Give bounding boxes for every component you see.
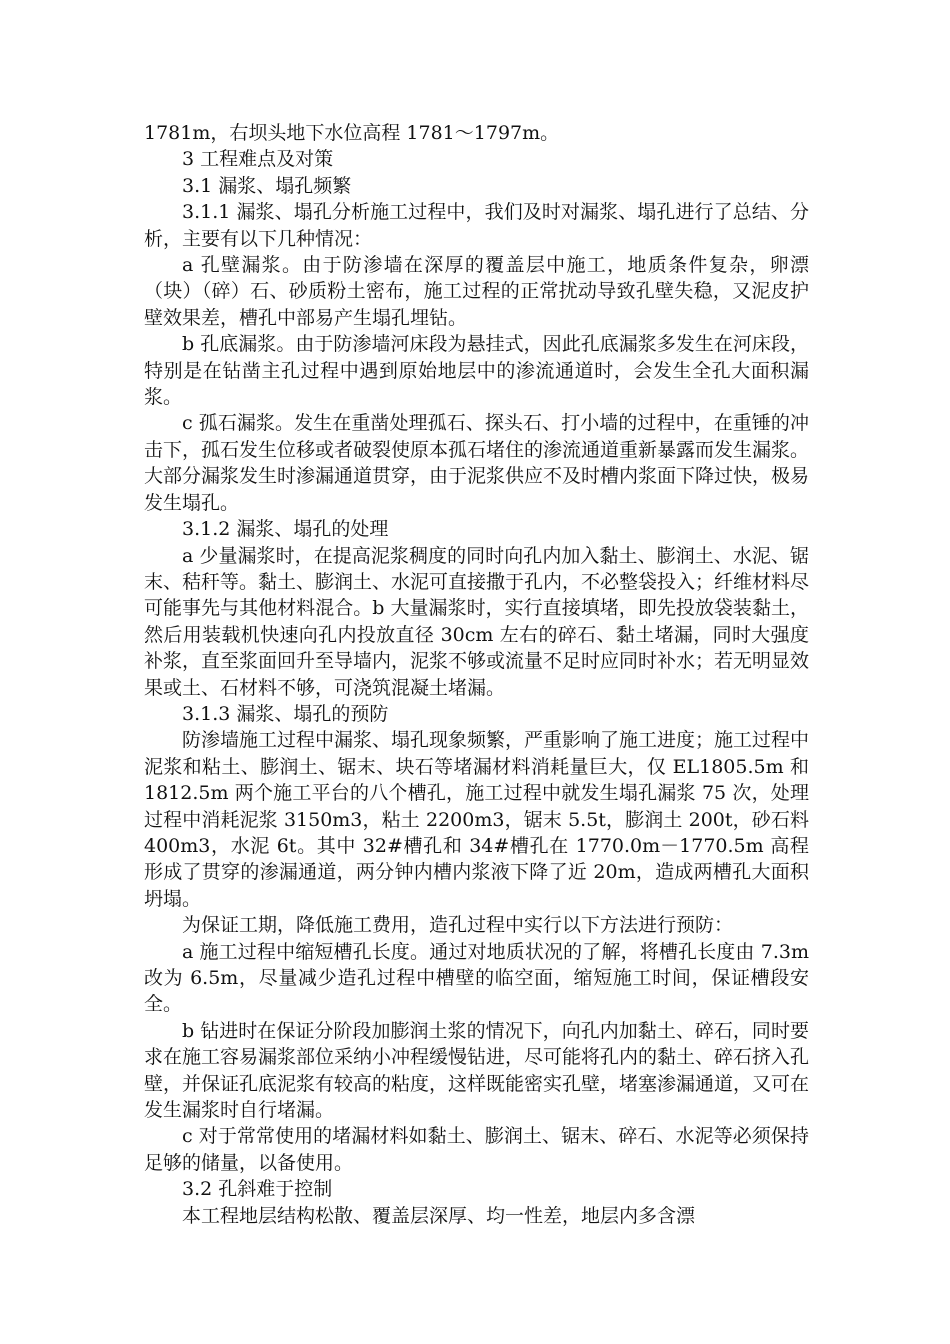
paragraph-prevention-b: b 钻进时在保证分阶段加膨润土浆的情况下，向孔内加黏土、碎石，同时要求在施工容易漏浆部位采纳小冲程缓慢钻进，尽可能将孔内的黏土、碎石挤入孔壁，并保证孔底泥浆有较高的粘度，这样既能密实孔壁，堵塞渗漏通道，又可在发生漏浆时自行堵漏。 xyxy=(144,1019,810,1122)
paragraph-prevention-intro: 为保证工期，降低施工费用，造孔过程中实行以下方法进行预防： xyxy=(182,914,734,937)
paragraph-item-a-wall-leak: a 孔壁漏浆。由于防渗墙在深厚的覆盖层中施工，地质条件复杂，卵漂（块）（碎）石、砂质粉土密布，施工过程的正常扰动导致孔壁失稳，又泥皮护壁效果差，槽孔中部易产生塌孔埋钻。 xyxy=(144,254,809,329)
paragraph-3-1-1: 3.1.1 漏浆、塌孔分析施工过程中，我们及时对漏浆、塌孔进行了总结、分析，主要有以下几种情况： xyxy=(144,201,809,250)
paragraph-prevention-a: a 施工过程中缩短槽孔长度。通过对地质状况的了解，将槽孔长度由 7.3m 改为 6.5m，尽量减少造孔过程中槽壁的临空面，缩短施工时间，保证槽段安全。 xyxy=(144,940,809,1016)
paragraph-prevention-stats: 防渗墙施工过程中漏浆、塌孔现象频繁，严重影响了施工进度；施工过程中泥浆和粘土、膨润土、锯末、块石等堵漏材料消耗量巨大，仅 EL1805.5m 和 1812.5m 两个施工平台的八个槽孔，施工过程中就发生塌孔漏浆 75 次，处理过程中消耗泥浆 3150m3，粘土 2200m3，锯末 5.5t，膨润土 200t，砂石料 400m3，水泥 6t。其中 32#槽孔和 34#槽孔在 1770.0m－1770.5m 高程形成了贯穿的渗漏通道，两分钟内槽内浆液下降了近 20m，造成两槽孔大面积坍塌。 xyxy=(144,729,810,910)
section-heading-3-1-2: 3.1.2 漏浆、塌孔的处理 xyxy=(182,518,389,541)
paragraph-item-c-boulder-leak: c 孤石漏浆。发生在重凿处理孤石、探头石、打小墙的过程中，在重锤的冲击下，孤石发生位移或者破裂使原本孤石堵住的渗流通道重新暴露而发生漏浆。大部分漏浆发生时渗漏通道贯穿，由于泥浆供应不及时槽内浆面下降过快，极易发生塌孔。 xyxy=(144,412,810,514)
section-heading-3: 3 工程难点及对策 xyxy=(182,148,334,171)
document-page xyxy=(144,120,809,1229)
paragraph-3-2-start: 本工程地层结构松散、覆盖层深厚、均一性差，地层内多含漂 xyxy=(182,1204,696,1227)
section-heading-3-1-3: 3.1.3 漏浆、塌孔的预防 xyxy=(182,702,389,725)
section-heading-3-2: 3.2 孔斜难于控制 xyxy=(182,1178,333,1201)
paragraph-continued: 1781m，右坝头地下水位高程 1781～1797m。 xyxy=(144,122,560,144)
paragraph-prevention-c: c 对于常常使用的堵漏材料如黏土、膨润土、锯末、碎石、水泥等必须保持足够的储量，以备使用。 xyxy=(144,1125,809,1174)
section-heading-3-1: 3.1 漏浆、塌孔频繁 xyxy=(182,174,352,197)
paragraph-treatment: a 少量漏浆时，在提高泥浆稠度的同时向孔内加入黏土、膨润土、水泥、锯末、秸秆等。黏土、膨润土、水泥可直接撒于孔内，不必整袋投入；纤维材料尽可能事先与其他材料混合。b 大量漏浆时，实行直接填堵，即先投放袋装黏土，然后用装载机快速向孔内投放直径 30cm 左右的碎石、黏土堵漏，同时大强度补浆，直至浆面回升至导墙内，泥浆不够或流量不足时应同时补水；若无明显效果或土、石材料不够，可浇筑混凝土堵漏。 xyxy=(144,544,810,699)
paragraph-item-b-bottom-leak: b 孔底漏浆。由于防渗墙河床段为悬挂式，因此孔底漏浆多发生在河床段，特别是在钻凿主孔过程中遇到原始地层中的渗流通道时，会发生全孔大面积漏浆。 xyxy=(144,333,809,409)
